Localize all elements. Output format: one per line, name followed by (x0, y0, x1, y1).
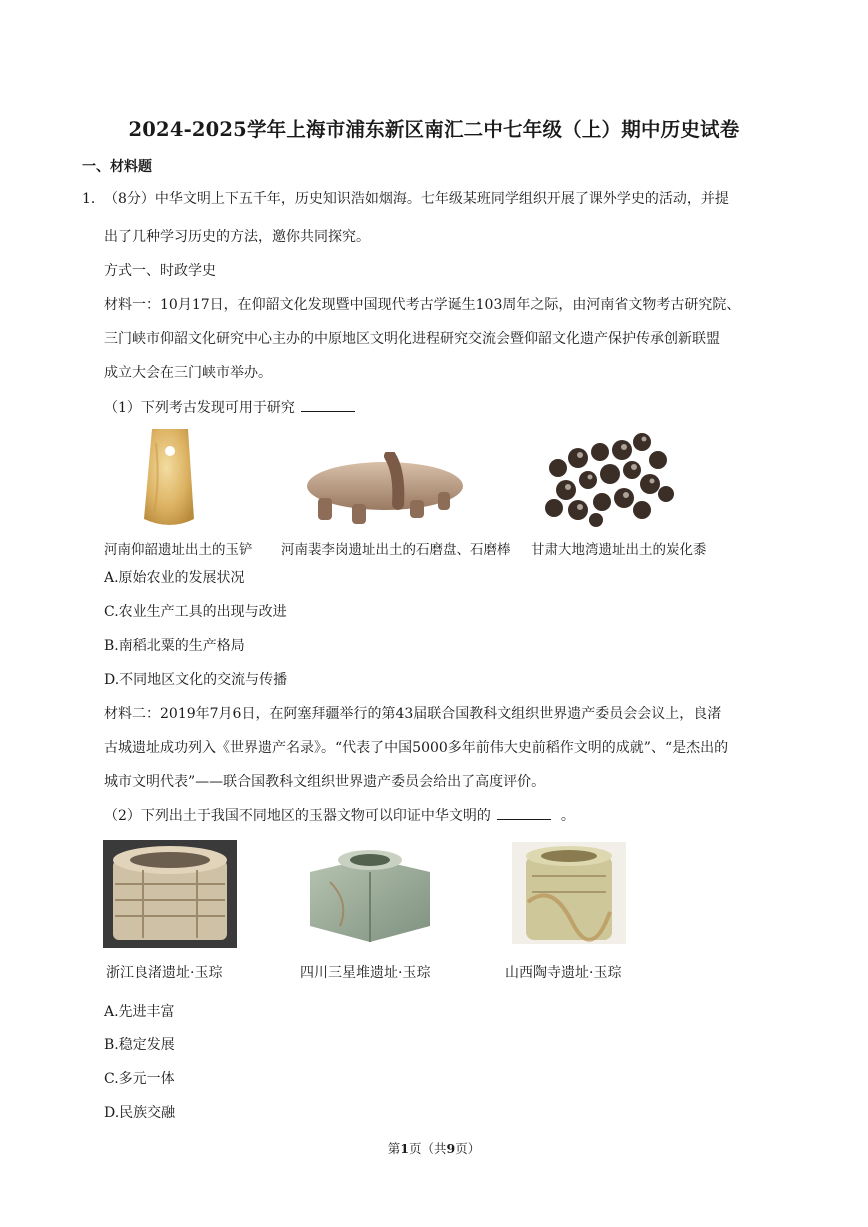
jade-cong-taosi-icon (512, 842, 626, 944)
option-2a[interactable]: A.先进丰富 (104, 1004, 175, 1020)
option-c[interactable]: C.农业生产工具的出现与改进 (104, 604, 287, 620)
material1-line-1: 材料一：10月17日，在仰韶文化发现暨中国现代考古学诞生103周年之际，由河南省文物考古研究院、 (104, 297, 741, 313)
footer-total-pages: 9 (446, 1141, 456, 1156)
sub-question-2 (104, 805, 575, 825)
answer-blank-2[interactable] (497, 807, 551, 820)
footer-prefix: 第 (387, 1141, 401, 1156)
intro-line-1: （8分）中华文明上下五千年，历史知识浩如烟海。七年级某班同学组织开展了课外学史的活动，并提 (104, 191, 729, 207)
section-heading: 一、材料题 (82, 159, 152, 175)
answer-blank-1[interactable] (301, 399, 355, 412)
option-a[interactable]: A.原始农业的发展状况 (104, 570, 245, 586)
option-2d[interactable]: D.民族交融 (104, 1105, 176, 1121)
method-label: 方式一、时政学史 (104, 263, 216, 279)
option-2c[interactable]: C.多元一体 (104, 1071, 175, 1087)
image-caption-3: 甘肃大地湾遗址出土的炭化黍 (531, 542, 707, 558)
page-title: 2024-2025学年上海市浦东新区南汇二中七年级（上）期中历史试卷 (128, 118, 740, 141)
footer-suffix: 页） (455, 1141, 481, 1156)
cong-caption-3: 山西陶寺遗址·玉琮 (505, 965, 622, 981)
material2-line-3: 城市文明代表”——联合国教科文组织世界遗产委员会给出了高度评价。 (104, 774, 546, 790)
option-b[interactable]: B.南稻北粟的生产格局 (104, 638, 245, 654)
material2-line-1: 材料二：2019年7月6日，在阿塞拜疆举行的第43届联合国教科文组织世界遗产委员会会议上，良渚 (104, 706, 722, 722)
cong-caption-1: 浙江良渚遗址·玉琮 (106, 965, 223, 981)
sub-question-2-end: 。 (560, 808, 575, 824)
material1-line-3: 成立大会在三门峡市举办。 (104, 365, 272, 381)
image-caption-2: 河南裴李岗遗址出土的石磨盘、石磨棒 (281, 542, 511, 558)
jade-cong-sanxingdui-icon (300, 842, 440, 948)
sub-question-2-text: （2）下列出土于我国不同地区的玉器文物可以印证中华文明的 (104, 808, 491, 824)
option-2b[interactable]: B.稳定发展 (104, 1037, 175, 1053)
question-number: 1． (82, 191, 105, 207)
sub-question-1 (104, 397, 355, 417)
material1-line-2: 三门峡市仰韶文化研究中心主办的中原地区文明化进程研究交流会暨仰韶文化遗产保护传承创新联盟 (104, 331, 720, 347)
sub-question-1-text: （1）下列考古发现可用于研究 (104, 400, 295, 416)
footer-page-number: 1 (400, 1141, 409, 1156)
footer-mid: 页（共 (408, 1141, 447, 1156)
option-d[interactable]: D.不同地区文化的交流与传播 (104, 672, 288, 688)
jade-cong-liangzhu-icon (103, 840, 237, 948)
image-caption-1: 河南仰韶遗址出土的玉铲 (104, 542, 253, 558)
cong-caption-2: 四川三星堆遗址·玉琮 (300, 965, 431, 981)
jade-shovel-icon (130, 423, 210, 533)
page-footer (0, 1139, 868, 1157)
grinding-stone-icon (300, 452, 464, 528)
intro-line-2: 出了几种学习历史的方法，邀你共同探究。 (104, 229, 370, 245)
carbonized-millet-icon (538, 428, 678, 528)
material2-line-2: 古城遗址成功列入《世界遗产名录》。“代表了中国5000多年前伟大史前稻作文明的成就”、“是杰出的 (104, 740, 729, 756)
